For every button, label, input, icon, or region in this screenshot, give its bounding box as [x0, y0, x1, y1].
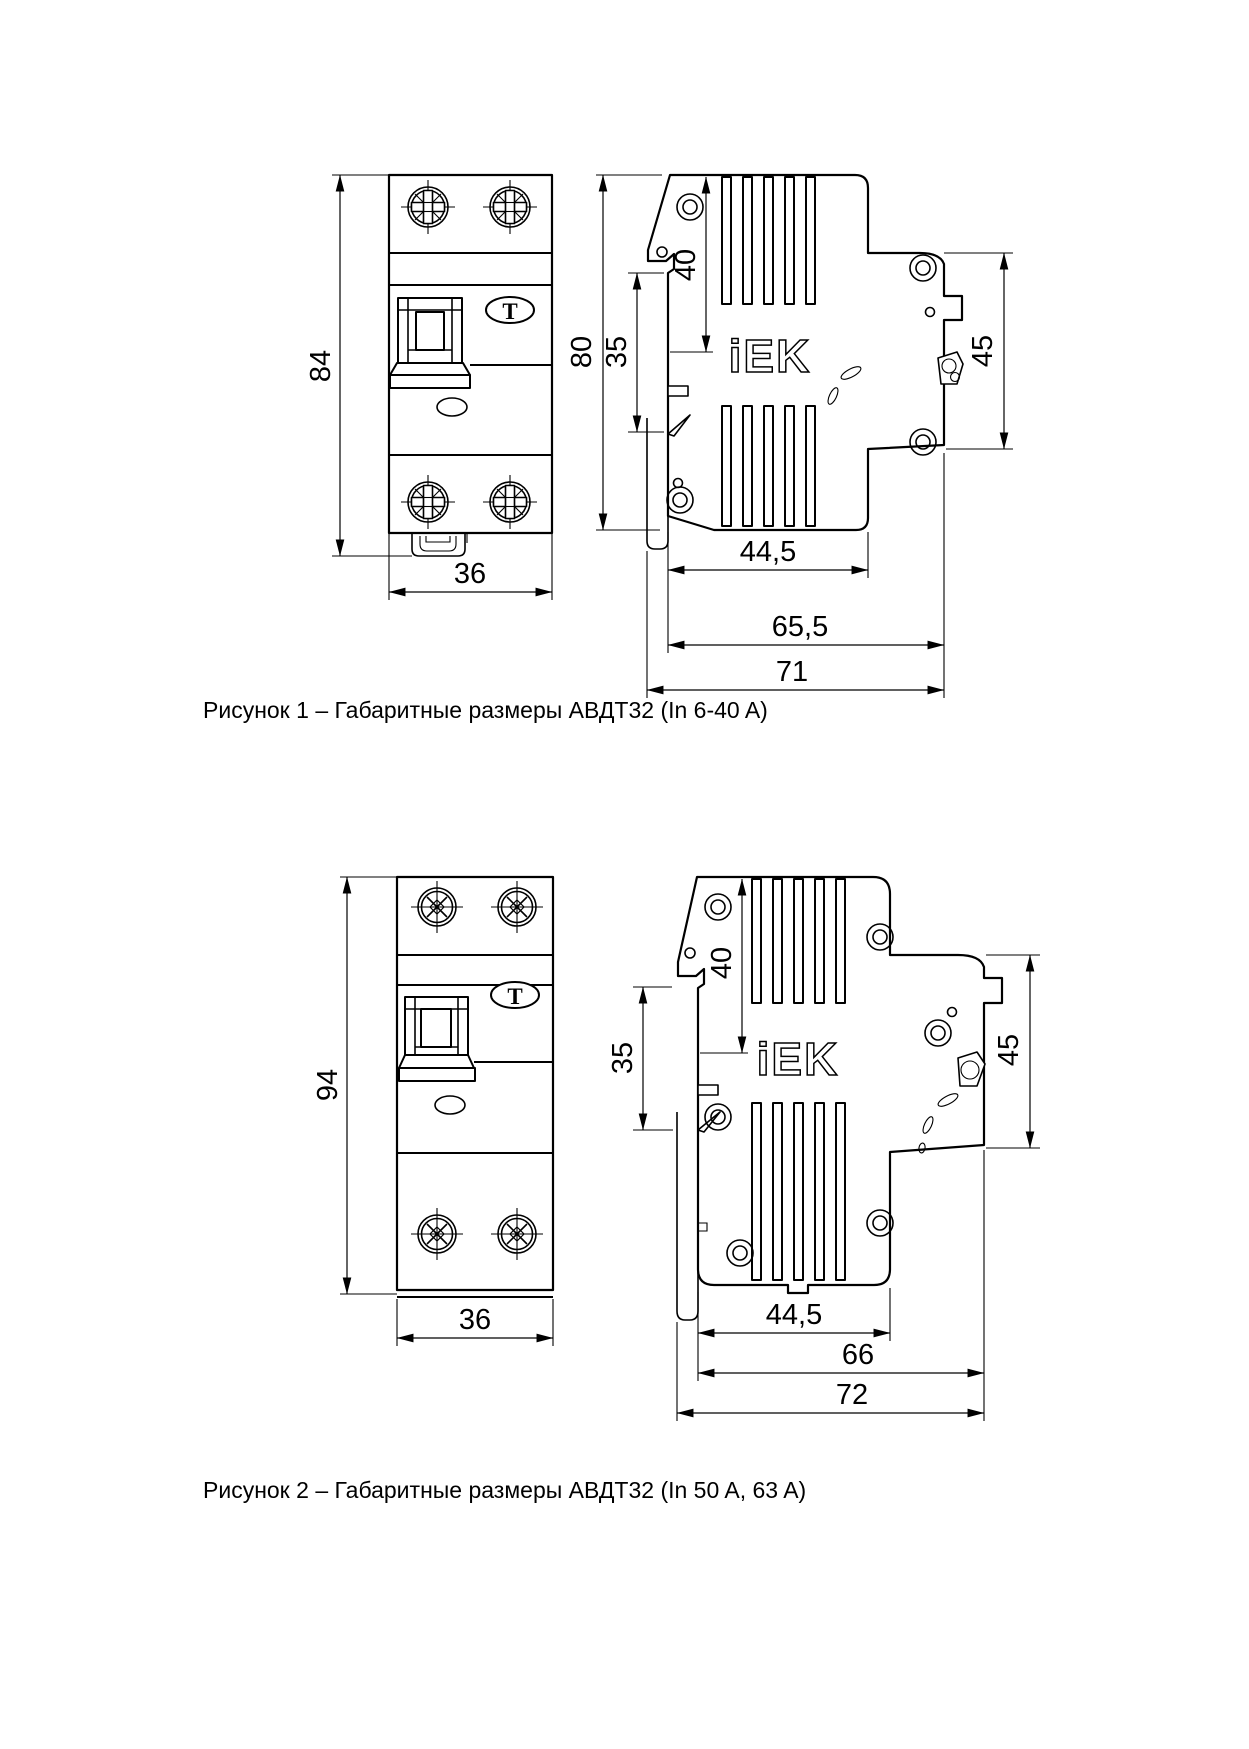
depth-total-label: 71 [775, 656, 809, 688]
front-height-label: 84 [305, 349, 337, 383]
brand-logo: iEK [728, 330, 812, 382]
figure-2-caption: Рисунок 2 – Габаритные размеры АВДТ32 (In 50 A, 63 A) [203, 1477, 807, 1503]
side-height-label: 80 [566, 335, 598, 369]
front-latch [938, 352, 963, 384]
front-width-label: 36 [458, 1304, 492, 1336]
brand-logo: iEK [756, 1033, 840, 1085]
din-channel-tab [698, 1085, 718, 1095]
din-rail-label: 35 [607, 1041, 639, 1075]
test-button-label: Т [507, 984, 523, 1009]
top-to-rail-label: 40 [670, 248, 702, 282]
test-button-label: Т [502, 299, 518, 324]
din-channel-tab [668, 386, 688, 396]
front-body-outline [397, 877, 553, 1290]
din-rail-label: 35 [601, 335, 633, 369]
depth-mid-label: 65,5 [771, 611, 829, 643]
front-width-label: 36 [453, 558, 487, 590]
depth-total-label: 72 [835, 1379, 869, 1411]
depth-mid-label: 66 [841, 1339, 875, 1371]
front-height-label: 94 [312, 1068, 344, 1102]
toggle-handle [421, 1009, 451, 1047]
front-face-label: 45 [993, 1033, 1025, 1067]
front-body-outline [389, 175, 552, 533]
figure-1-caption: Рисунок 1 – Габаритные размеры АВДТ32 (In 6-40 A) [203, 697, 768, 723]
front-face-label: 45 [967, 334, 999, 368]
test-button [486, 297, 534, 324]
depth-body-label: 44,5 [765, 1299, 823, 1331]
depth-body-label: 44,5 [739, 536, 797, 568]
top-to-rail-label: 40 [706, 946, 738, 980]
toggle-handle [416, 312, 444, 350]
test-button [491, 982, 539, 1009]
